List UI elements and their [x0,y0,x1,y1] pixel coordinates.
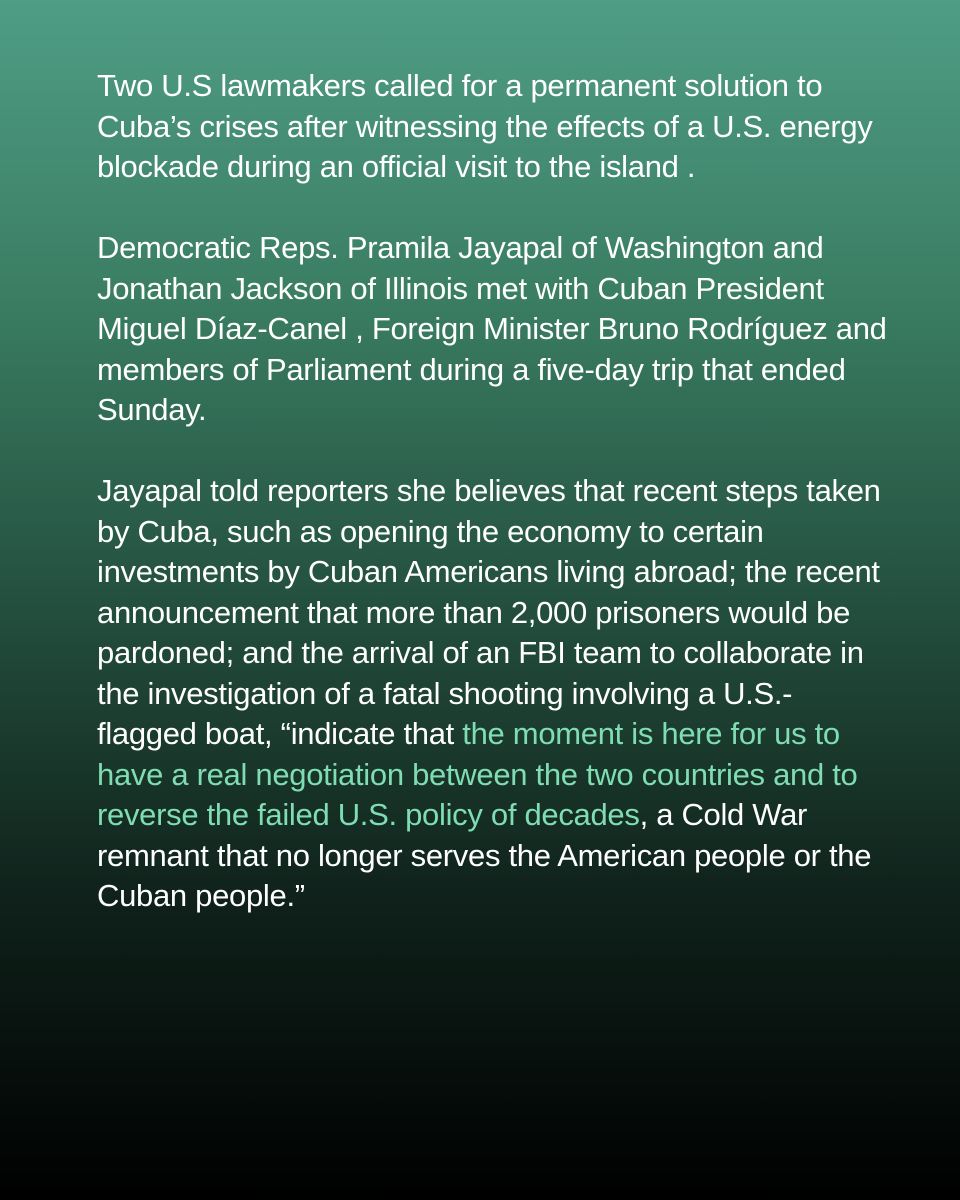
highlighted-quote: the moment is here for us to have a real negotiation between the two countries and to reverse the failed U.S. policy of decades [97,716,858,832]
quote-tail-text: , a Cold War remnant that no longer serves the American people or the Cuban people.” [97,797,872,913]
post-text-card [97,66,887,957]
paragraph-intro: Two U.S lawmakers called for a permanent solution to Cuba’s crises after witnessing the effects of a U.S. energy blockade during an official visit to the island . [97,68,873,184]
paragraph-quote [97,471,887,917]
paragraph-meeting: Democratic Reps. Pramila Jayapal of Washington and Jonathan Jackson of Illinois met with Cuban President Miguel Díaz-Canel , Foreign Minister Bruno Rodríguez and members of Parliament during a five-day trip that ended Sunday. [97,230,887,427]
quote-lead-text: Jayapal told reporters she believes that recent steps taken by Cuba, such as opening the economy to certain investments by Cuban Americans living abroad; the recent announcement that more than 2,000 prisoners would be pardoned; and the arrival of an FBI team to collaborate in the investigation of a fatal shooting involving a U.S.-flagged boat, “indicate that [97,473,881,751]
